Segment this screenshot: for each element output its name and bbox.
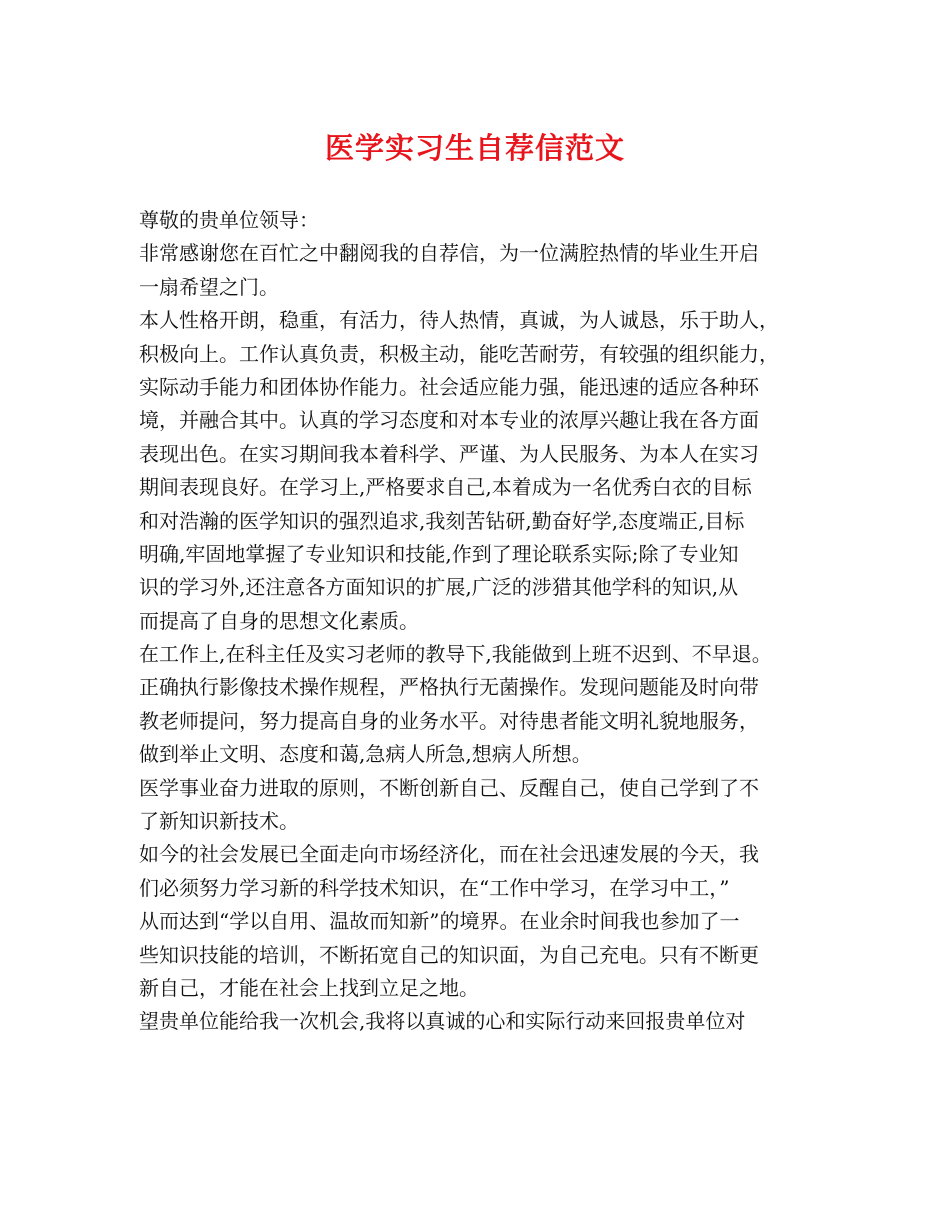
text-line: 医学事业奋力进取的原则，不断创新自己、反醒自己，使自己学到了不 [139, 775, 759, 800]
text-line: 正确执行影像技术操作规程，严格执行无菌操作。发现问题能及时向带 [139, 675, 759, 700]
text-line: 们必须努力学习新的科学技术知识，在“工作中学习，在学习中工，” [139, 875, 730, 900]
text-line: 和对浩瀚的医学知识的强烈追求,我刻苦钻研,勤奋好学,态度端正,目标 [139, 508, 745, 533]
text-line: 本人性格开朗，稳重，有活力，待人热情，真诚，为人诚恳，乐于助人， [139, 308, 779, 333]
text-line: 些知识技能的培训，不断拓宽自己的知识面，为自己充电。只有不断更 [139, 942, 759, 967]
text-line: 期间表现良好。在学习上,严格要求自己,本着成为一名优秀白衣的目标 [139, 475, 752, 500]
text-line: 新自己，才能在社会上找到立足之地。 [139, 975, 479, 1000]
text-line: 表现出色。在实习期间我本着科学、严谨、为人民服务、为本人在实习 [139, 441, 759, 466]
text-line: 教老师提问，努力提高自身的业务水平。对待患者能文明礼貌地服务， [139, 708, 759, 733]
document-title: 医学实习生自荐信范文 [324, 131, 625, 165]
text-line: 了新知识新技术。 [139, 809, 299, 834]
text-line: 识的学习外,还注意各方面知识的扩展,广泛的涉猎其他学科的知识,从 [139, 575, 739, 600]
text-line: 尊敬的贵单位领导： [139, 208, 319, 232]
text-line: 非常感谢您在百忙之中翻阅我的自荐信，为一位满腔热情的毕业生开启 [139, 241, 759, 266]
text-line: 而提高了自身的思想文化素质。 [139, 608, 419, 633]
text-line: 望贵单位能给我一次机会,我将以真诚的心和实际行动来回报贵单位对 [139, 1009, 746, 1034]
text-line: 从而达到“学以自用、温故而知新”的境界。在业余时间我也参加了一 [139, 909, 740, 934]
text-line: 一扇希望之门。 [139, 274, 279, 299]
text-line: 积极向上。工作认真负责，积极主动，能吃苦耐劳，有较强的组织能力， [139, 341, 779, 366]
text-line: 在工作上,在科主任及实习老师的教导下,我能做到上班不迟到、不早退。 [139, 642, 772, 667]
text-line: 做到举止文明、态度和蔼,急病人所急,想病人所想。 [139, 742, 592, 767]
text-line: 实际动手能力和团体协作能力。社会适应能力强，能迅速的适应各种环 [139, 374, 759, 399]
text-line: 境，并融合其中。认真的学习态度和对本专业的浓厚兴趣让我在各方面 [139, 408, 759, 433]
document-body [139, 204, 829, 1039]
text-line: 如今的社会发展已全面走向市场经济化，而在社会迅速发展的今天，我 [139, 842, 759, 867]
text-line: 明确,牢固地掌握了专业知识和技能,作到了理论联系实际;除了专业知 [139, 541, 739, 566]
